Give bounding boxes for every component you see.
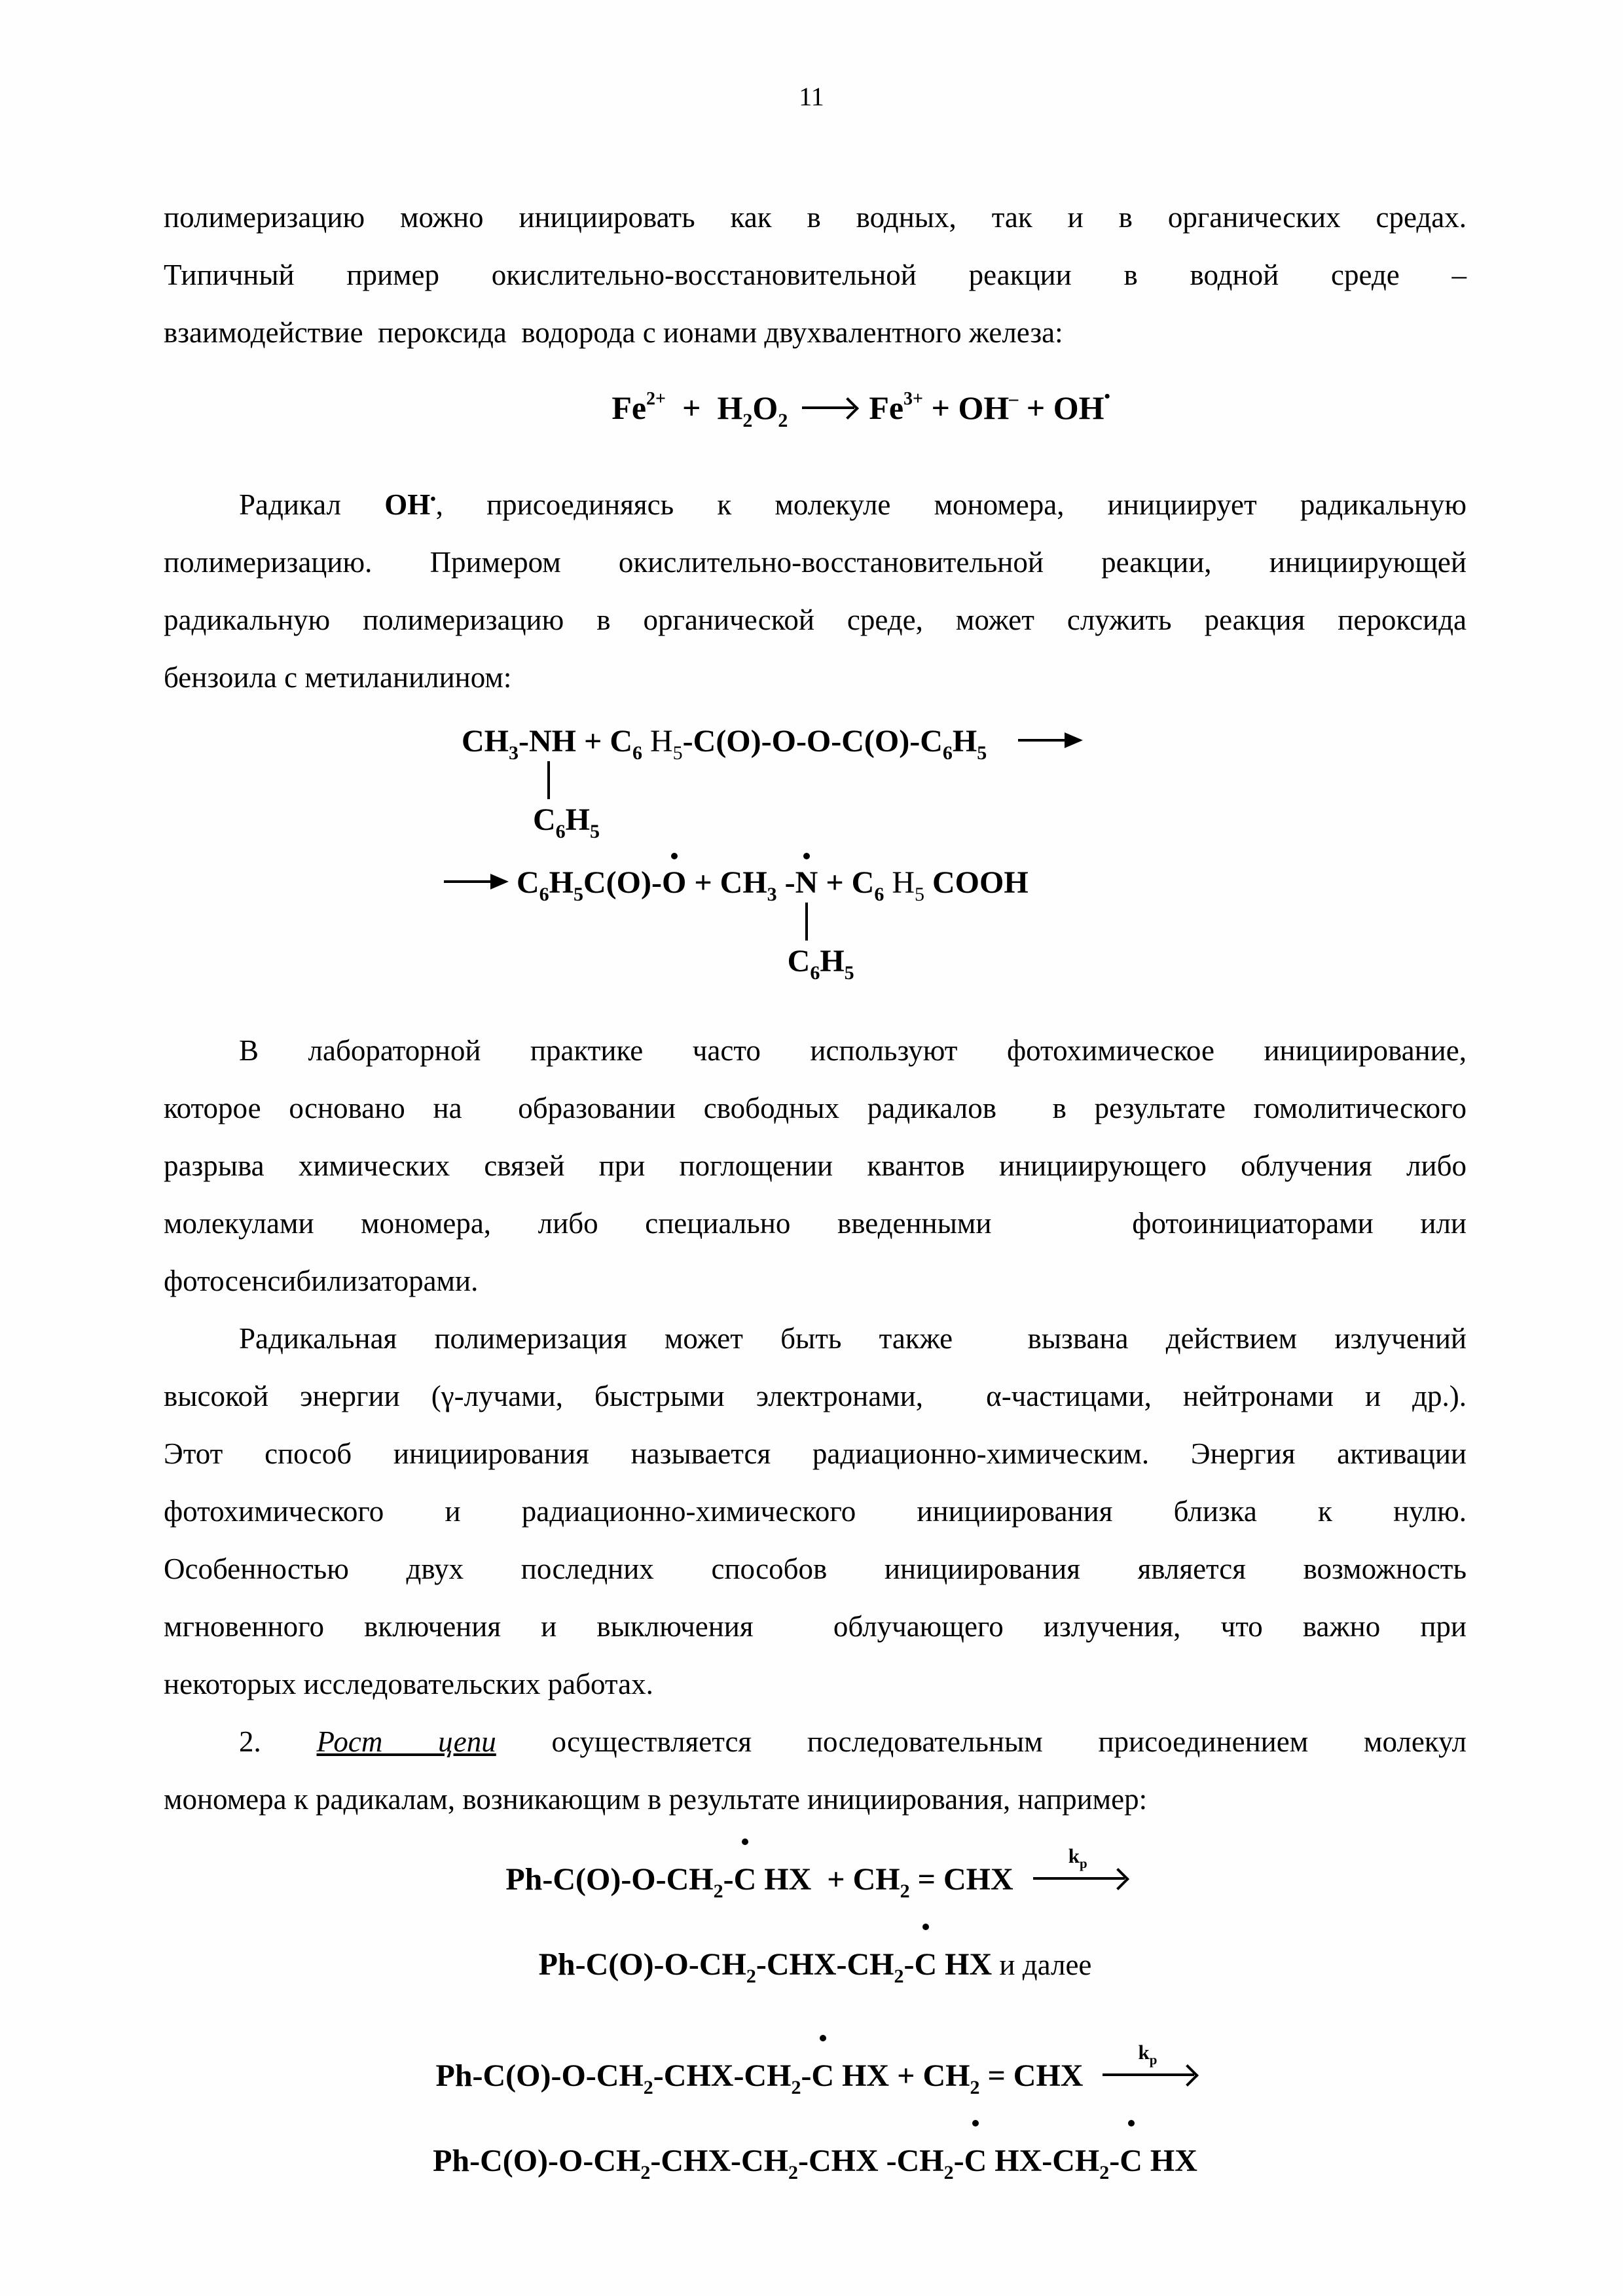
- bond-line: [547, 761, 550, 799]
- chain-growth-scheme: [164, 1844, 1467, 2202]
- text-line: молекулами мономера, либо специально введенными фотоинициаторами или: [164, 1207, 1467, 1240]
- text-line: мономера к радикалам, возникающим в результате инициирования, например:: [164, 1783, 1148, 1816]
- formula-fragment: + $C_6$ $H_5-C(O)-O-O-C(O)-C_6H_5$: [575, 724, 987, 764]
- formula-fragment: $Ph-C(O)-O-CH_2-CHX-CH_2$-CHX $-CH_2-C$ $HX-CH_2-C$ HX: [433, 2144, 1197, 2178]
- formula-fragment: NH: [528, 724, 576, 759]
- text-line: В лабораторной практике часто используют фотохимическое инициирование,: [239, 1034, 1467, 1067]
- growth-product-1: [164, 1935, 1467, 2006]
- phenyl-substituent: $C_6H_5$: [787, 944, 854, 984]
- formula-fragment: $Ph-C(O)-O-CH_2-CHX-CH_2-C$ HX: [539, 1947, 993, 1982]
- text-line: Радикальная полимеризация может быть также вызвана действием излучений: [239, 1322, 1467, 1355]
- text-line: 2. Рост цепи осуществляется последовательным присоединением молекул: [239, 1725, 1467, 1758]
- formula-fragment: $Ph-C(O)-O-CH_2-C$ HX + $CH_2$ = CHX: [505, 1862, 1013, 1897]
- formula-fragment: $CH_3-$: [462, 724, 529, 764]
- text-line: взаимодействие пероксида водорода с ионами двухвалентного железа:: [164, 316, 1063, 349]
- text-line: Этот способ инициирования называется радиационно-химическим. Энергия активации: [164, 1437, 1467, 1470]
- reaction-arrow: [802, 406, 854, 409]
- text-line: Типичный пример окислительно-восстановительной реакции в водной среде –: [164, 259, 1467, 291]
- growth-equation-1: [164, 1844, 1467, 1921]
- text-line: фотохимического и радиационно-химического инициирования близка к нулю.: [164, 1495, 1467, 1528]
- text-line: радикальную полимеризацию в органической среде, может служить реакция пероксида: [164, 603, 1467, 636]
- benzoyl-peroxide-scheme: [164, 715, 1467, 990]
- paragraph: [164, 188, 1467, 361]
- formula-fragment: + $C_6$ $H_5$ COOH: [818, 865, 1029, 905]
- fenton-reaction-formula: [164, 368, 1467, 450]
- reaction-arrow: [1018, 739, 1080, 742]
- formula-left: $Fe^{2+} + H_2O_2$: [611, 389, 788, 431]
- rate-constant-label: $k_p$: [1068, 1844, 1087, 1871]
- page-number: 11: [799, 82, 824, 111]
- growth-product-2: [164, 2132, 1467, 2202]
- paragraph: [164, 1022, 1467, 1310]
- text-line: Радикал ОН•, присоединяясь к молекуле мономера, инициирует радикальную: [239, 488, 1467, 521]
- scheme-line-reactants: [462, 723, 1080, 842]
- rate-constant-label: $k_p$: [1138, 2041, 1158, 2068]
- text-line: Особенностью двух последних способов инициирования является возможность: [164, 1552, 1467, 1585]
- kp-reaction-arrow: [1103, 2041, 1194, 2076]
- n-radical-group: [787, 865, 854, 984]
- formula-fragment: N: [795, 865, 818, 900]
- growth-equation-2: [164, 2041, 1467, 2117]
- phenyl-substituent: $C_6H_5$: [532, 802, 600, 842]
- formula-right: $Fe^{3+} + OH^- + OH^•$: [869, 387, 1110, 426]
- nh-group: [528, 723, 600, 842]
- paragraph: [164, 1310, 1467, 1713]
- text-line: фотосенсибилизаторами.: [164, 1265, 479, 1297]
- bond-line: [805, 903, 808, 941]
- text-line: полимеризацию. Примером окислительно-восстановительной реакции, инициирующей: [164, 546, 1467, 579]
- text-line: мгновенного включения и выключения облучающего излучения, что важно при: [164, 1610, 1467, 1643]
- page-content: [0, 188, 1623, 2202]
- formula-fragment: $Ph-C(O)-O-CH_2-CHX-CH_2-C$ HX + $CH_2$ = CHX: [436, 2058, 1084, 2093]
- text-line: бензоила с метиланилином:: [164, 661, 512, 694]
- text-line: которое основано на образовании свободных радикалов в результате гомолитического: [164, 1092, 1467, 1124]
- scheme-line-products: [444, 865, 1029, 984]
- text-line: высокой энергии (γ-лучами, быстрыми электронами, α-частицами, нейтронами и др.).: [164, 1380, 1467, 1412]
- text-line: некоторых исследовательских работах.: [164, 1668, 653, 1700]
- reaction-arrow: [444, 880, 506, 883]
- paragraph: [164, 471, 1467, 706]
- text-line: полимеризацию можно инициировать как в водных, так и в органических средах.: [164, 201, 1467, 234]
- paragraph: [164, 1713, 1467, 1828]
- kp-reaction-arrow: [1033, 1844, 1125, 1880]
- formula-fragment: $C_6H_5C(O)-O + CH_3$ -: [517, 865, 795, 905]
- text-line: разрыва химических связей при поглощении квантов инициирующего облучения либо: [164, 1149, 1467, 1182]
- continuation-note: и далее: [992, 1948, 1092, 1981]
